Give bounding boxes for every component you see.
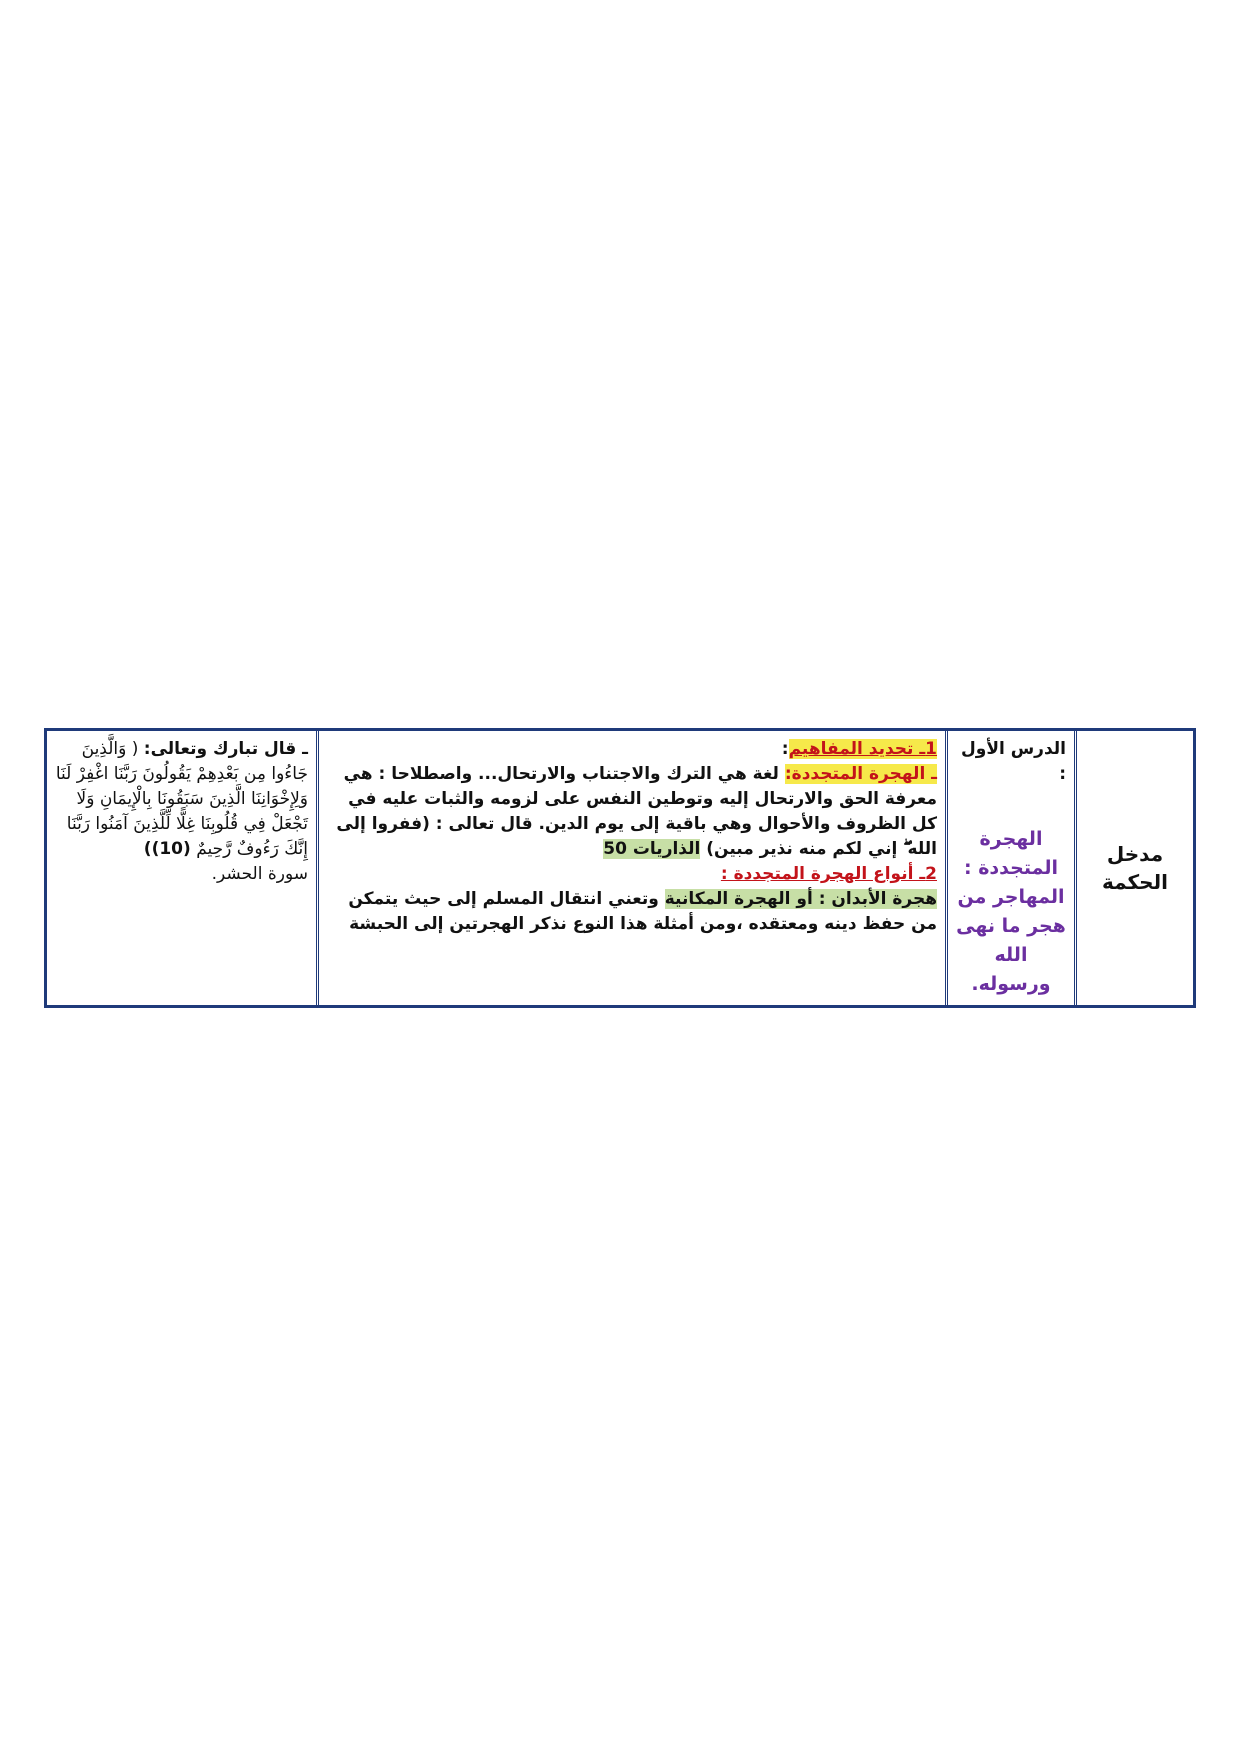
verse-cell xyxy=(47,731,316,1005)
concept-definition: لغة هي الترك والاجتناب والارتحال... واصطلاحا : هي معرفة الحق والارتحال إليه وتوطين النفس على لزومه والثبات عليه في كل الظروف والأحوال وهي باقية إلى يوم الدين. قال تعالى : (ففروا إلى الله ۖ إني لكم منه نذير مبين) xyxy=(336,764,937,859)
concepts-definition-block xyxy=(327,762,937,862)
lesson-label: الدرس الأول : xyxy=(961,739,1066,784)
section-title: مدخل الحكمة xyxy=(1074,731,1193,1005)
types-item-term: هجرة الأبدان : أو الهجرة المكانية xyxy=(664,889,937,909)
verse-reference: الذاريات 50 xyxy=(603,839,701,859)
verse-source: سورة الحشر. xyxy=(211,864,308,884)
types-item-text: وتعني انتقال المسلم إلى حيث يتمكن من حفظ دينه ومعتقده ،ومن أمثلة هذا النوع نذكر الهجرتين إلى الحبشة xyxy=(348,889,937,934)
types-item xyxy=(327,887,937,937)
concepts-heading: 1ـ تحديد المفاهيم xyxy=(788,739,937,759)
verse-text: ( وَالَّذِينَ جَاءُوا مِن بَعْدِهِمْ يَقُولُونَ رَبَّنَا اغْفِرْ لَنَا وَلِإِخْوَانِنَا الَّذِينَ سَبَقُونَا بِالْإِيمَانِ وَلَا تَجْعَلْ فِي قُلُوبِنَا غِلًّا لِّلَّذِينَ آمَنُوا رَبَّنَا إِنَّكَ رَءُوفٌ رَّحِيمٌ xyxy=(55,739,308,859)
lesson-cell xyxy=(945,731,1074,1005)
lesson-summary: الهجرة المتجددة : المهاجر من هجر ما نهى الله ورسوله. xyxy=(956,828,1066,995)
concepts-heading-colon: : xyxy=(781,739,789,759)
verse-number: (10)) xyxy=(143,839,191,859)
main-content-cell xyxy=(316,731,945,1005)
concepts-heading-line xyxy=(327,737,937,762)
verse-intro: ـ قال تبارك وتعالى: xyxy=(143,739,308,759)
types-heading: 2ـ أنواع الهجرة المتجددة : xyxy=(720,864,937,884)
concept-term: ـ الهجرة المتجددة: xyxy=(784,764,937,784)
lesson-table xyxy=(44,728,1196,1008)
